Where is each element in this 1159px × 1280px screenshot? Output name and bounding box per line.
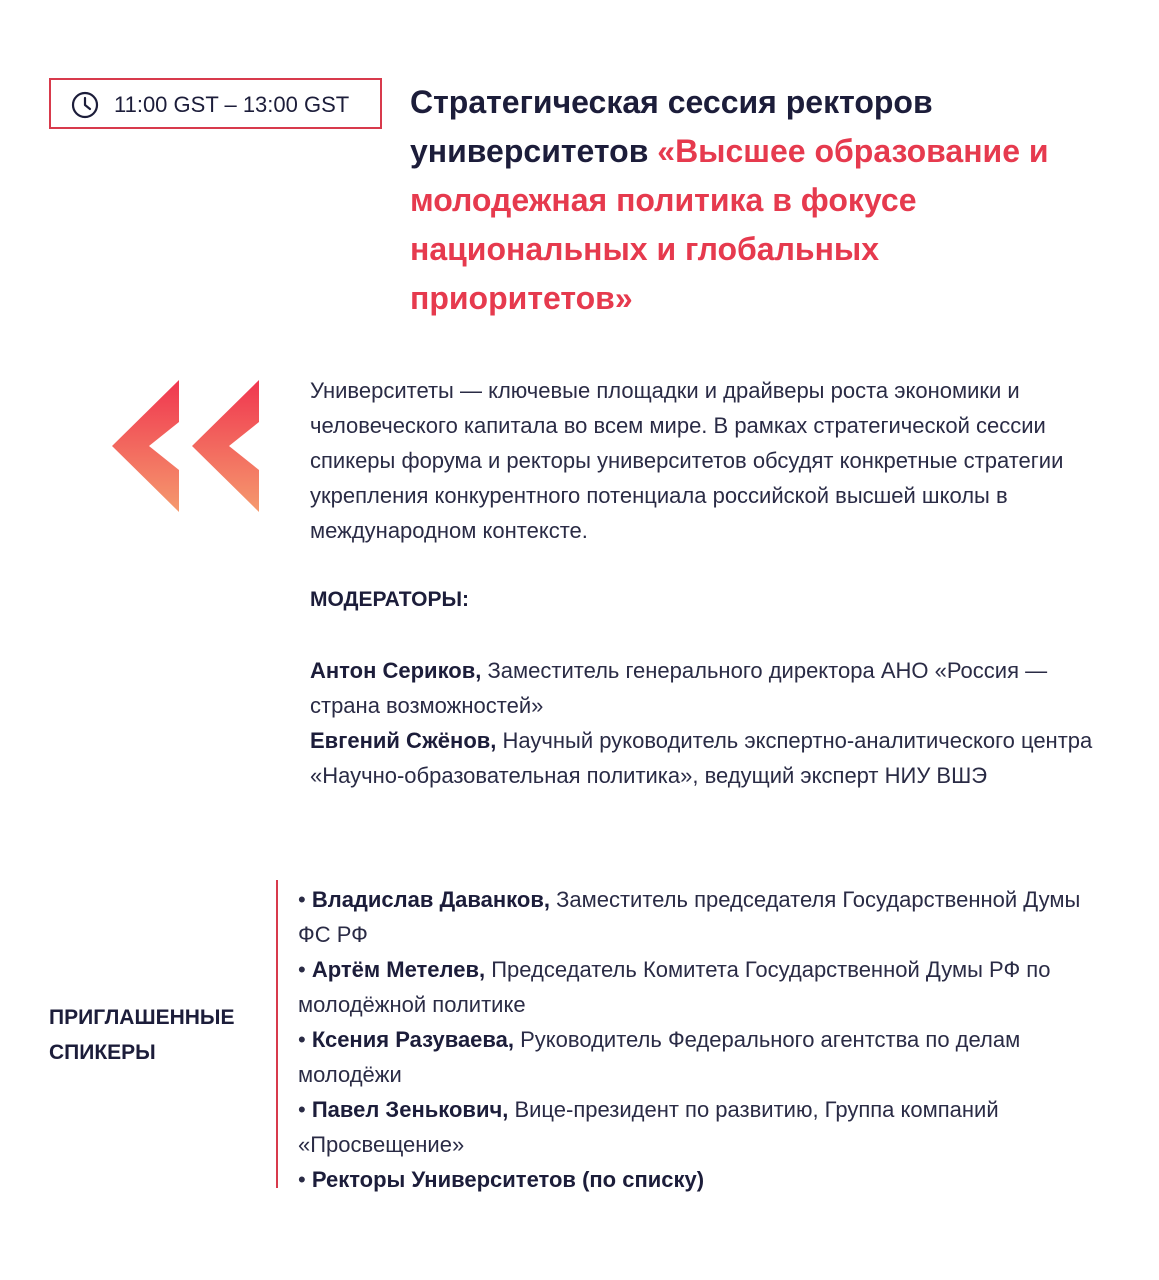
speaker-item — [298, 1092, 1118, 1162]
session-time: 11:00 GST – 13:00 GST — [114, 92, 350, 117]
speaker-role: Заместитель председателя Государственной Думы ФС РФ — [298, 887, 1081, 947]
speaker-item — [298, 1022, 1118, 1092]
moderator-role: Заместитель генерального директора АНО «Россия — страна возможностей» — [310, 658, 1048, 718]
moderator-role: Научный руководитель экспертно-аналитического центра «Научно-образовательная политика», ведущий эксперт НИУ ВШЭ — [310, 728, 1093, 788]
bullet: • — [298, 1027, 312, 1052]
double-chevron-left-icon — [112, 380, 262, 512]
speaker-name: Ксения Разуваева, — [311, 1027, 514, 1052]
bullet: • — [298, 957, 312, 982]
moderators-list — [310, 653, 1110, 793]
speaker-item — [298, 1162, 1118, 1197]
session-description: Университеты — ключевые площадки и драйверы роста экономики и человеческого капитала во всем мире. В рамках стратегической сессии спикеры форума и ректоры университетов обсудят конкретные стратегии укрепления конкурентного потенциала российской высшей школы в международном контексте. — [310, 378, 1064, 543]
bullet: • — [298, 1097, 312, 1122]
speakers-heading: ПРИГЛАШЕННЫЕ СПИКЕРЫ — [49, 1006, 235, 1064]
speakers-list — [298, 882, 1118, 1197]
moderator-name: Антон Сериков, — [310, 658, 482, 683]
speakers-divider — [276, 880, 278, 1188]
speaker-item — [298, 952, 1118, 1022]
clock-icon — [71, 91, 99, 119]
bullet: • — [298, 1167, 312, 1192]
speaker-role: Вице-президент по развитию, Группа компаний «Просвещение» — [298, 1097, 999, 1157]
speaker-name: Владислав Даванков, — [311, 887, 550, 912]
bullet: • — [298, 887, 312, 912]
speaker-item — [298, 882, 1118, 952]
speaker-name: Ректоры Университетов (по списку) — [311, 1167, 705, 1192]
moderator-entry — [310, 723, 1110, 793]
title-plain: Стратегическая сессия ректоров университетов — [410, 84, 933, 169]
page-title — [410, 78, 1050, 323]
speaker-role: Председатель Комитета Государственной Думы РФ по молодёжной политике — [298, 957, 1051, 1017]
speaker-name: Павел Зенькович, — [311, 1097, 509, 1122]
title-accent: «Высшее образование и молодежная политика в фокусе национальных и глобальных приоритетов» — [410, 133, 1049, 316]
moderator-name: Евгений Сжёнов, — [310, 728, 497, 753]
speaker-role: Руководитель Федерального агентства по делам молодёжи — [298, 1027, 1021, 1087]
session-time-badge — [49, 78, 382, 129]
moderators-heading: МОДЕРАТОРЫ: — [310, 588, 469, 611]
moderator-entry — [310, 653, 1110, 723]
speaker-name: Артём Метелев, — [311, 957, 486, 982]
